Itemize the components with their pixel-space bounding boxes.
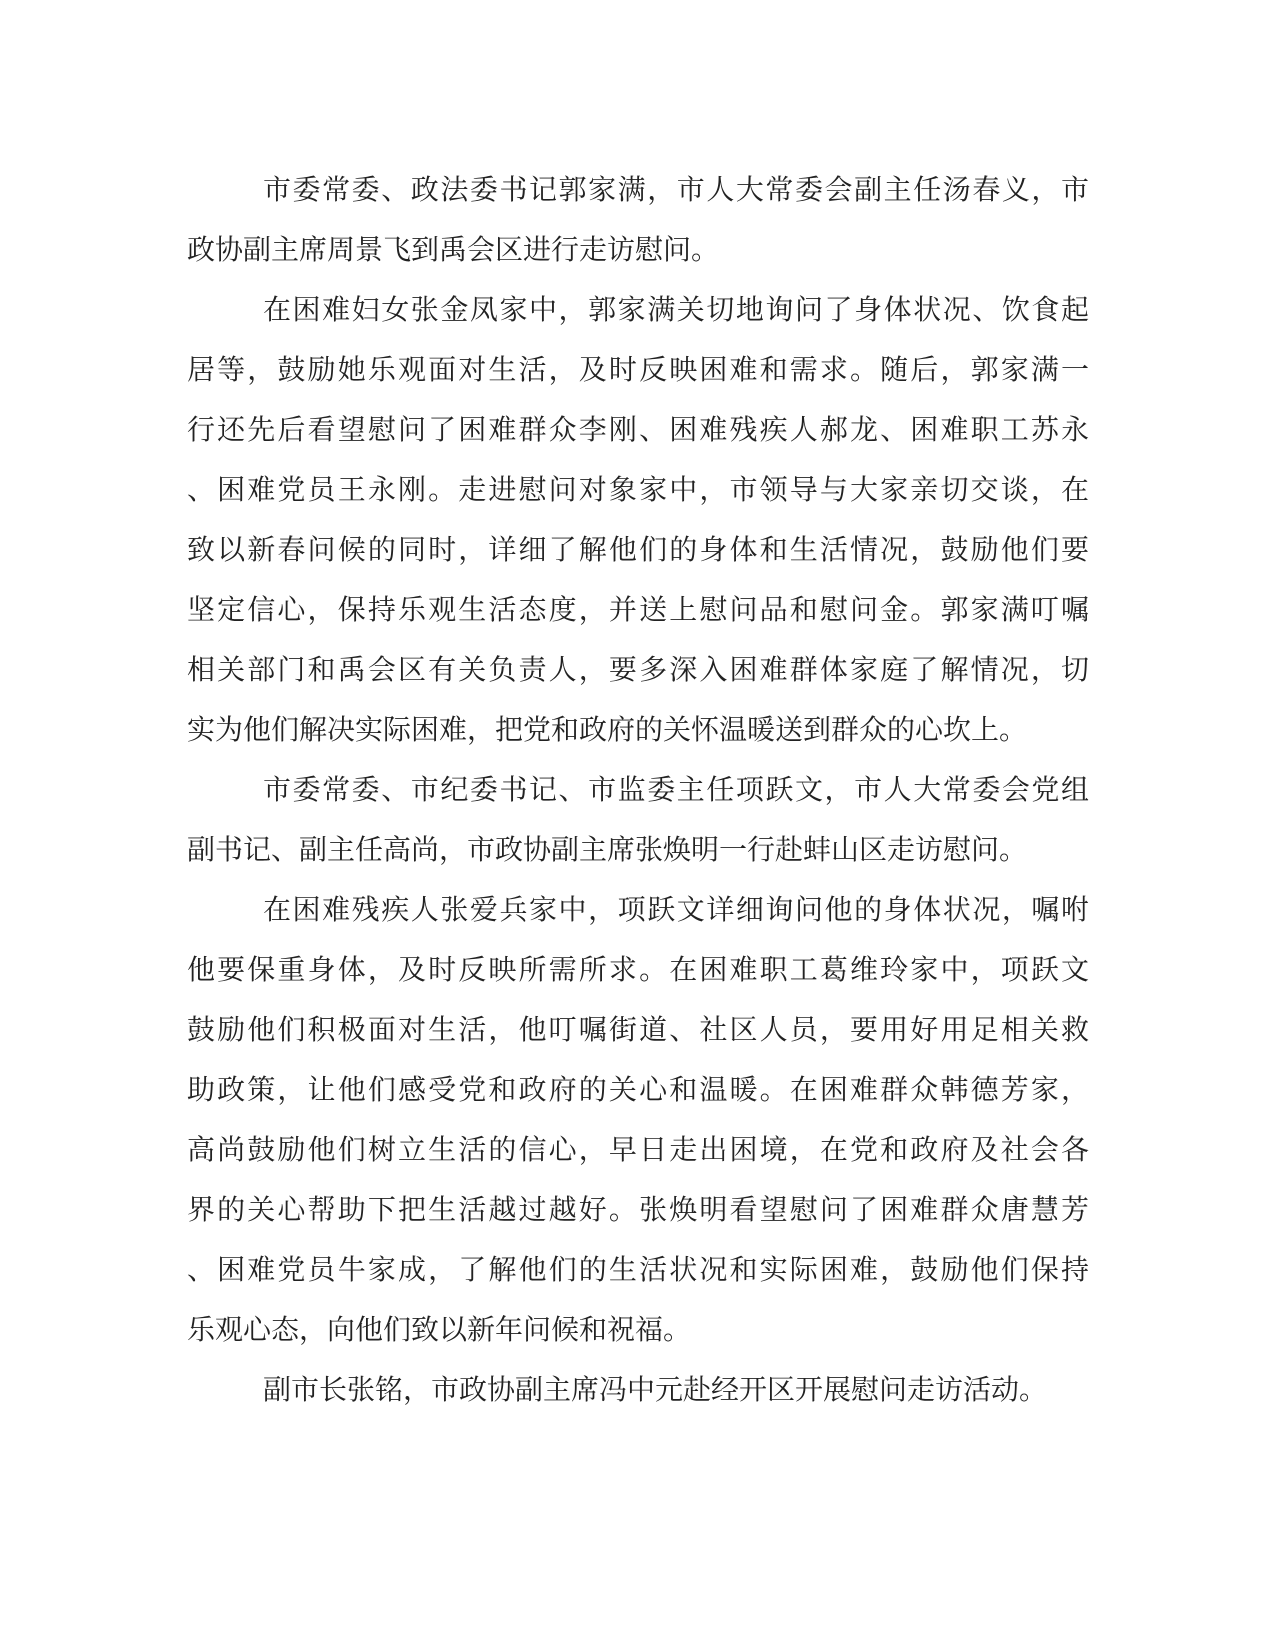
paragraph-line: 鼓励他们积极面对生活，他叮嘱街道、社区人员，要用好用足相关救 — [187, 1013, 1089, 1046]
document-body — [187, 160, 1089, 1420]
paragraph-line: 行还先后看望慰问了困难群众李刚、困难残疾人郝龙、困难职工苏永 — [187, 413, 1089, 446]
paragraph-line: 助政策，让他们感受党和政府的关心和温暖。在困难群众韩德芳家， — [187, 1073, 1089, 1106]
paragraph — [187, 160, 1089, 280]
paragraph — [187, 760, 1089, 880]
paragraph-line: 市委常委、市纪委书记、市监委主任项跃文，市人大常委会党组 — [263, 773, 1089, 806]
paragraph — [187, 1360, 1089, 1420]
paragraph-line: 他要保重身体，及时反映所需所求。在困难职工葛维玲家中，项跃文 — [187, 953, 1089, 986]
paragraph-line: 相关部门和禹会区有关负责人，要多深入困难群体家庭了解情况，切 — [187, 653, 1089, 686]
paragraph-line: 政协副主席周景飞到禹会区进行走访慰问。 — [187, 233, 720, 266]
paragraph-line: 实为他们解决实际困难，把党和政府的关怀温暖送到群众的心坎上。 — [187, 713, 1028, 746]
paragraph-line: 副市长张铭，市政协副主席冯中元赴经开区开展慰问走访活动。 — [263, 1373, 1048, 1406]
paragraph-line: 市委常委、政法委书记郭家满，市人大常委会副主任汤春义，市 — [263, 173, 1089, 206]
paragraph-line: 副书记、副主任高尚，市政协副主席张焕明一行赴蚌山区走访慰问。 — [187, 833, 1028, 866]
paragraph-line: 高尚鼓励他们树立生活的信心，早日走出困境，在党和政府及社会各 — [187, 1133, 1089, 1166]
paragraph-line: 、困难党员牛家成，了解他们的生活状况和实际困难，鼓励他们保持 — [187, 1253, 1089, 1286]
paragraph — [187, 280, 1089, 760]
paragraph-line: 界的关心帮助下把生活越过越好。张焕明看望慰问了困难群众唐慧芳 — [187, 1193, 1089, 1226]
paragraph-line: 在困难妇女张金凤家中，郭家满关切地询问了身体状况、饮食起 — [263, 293, 1089, 326]
paragraph-line: 、困难党员王永刚。走进慰问对象家中，市领导与大家亲切交谈，在 — [187, 473, 1089, 506]
paragraph-line: 居等，鼓励她乐观面对生活，及时反映困难和需求。随后，郭家满一 — [187, 353, 1089, 386]
paragraph-line: 在困难残疾人张爱兵家中，项跃文详细询问他的身体状况，嘱咐 — [263, 893, 1089, 926]
paragraph — [187, 880, 1089, 1360]
paragraph-line: 乐观心态，向他们致以新年问候和祝福。 — [187, 1313, 692, 1346]
paragraph-line: 坚定信心，保持乐观生活态度，并送上慰问品和慰问金。郭家满叮嘱 — [187, 593, 1089, 626]
paragraph-line: 致以新春问候的同时，详细了解他们的身体和生活情况，鼓励他们要 — [187, 533, 1089, 566]
